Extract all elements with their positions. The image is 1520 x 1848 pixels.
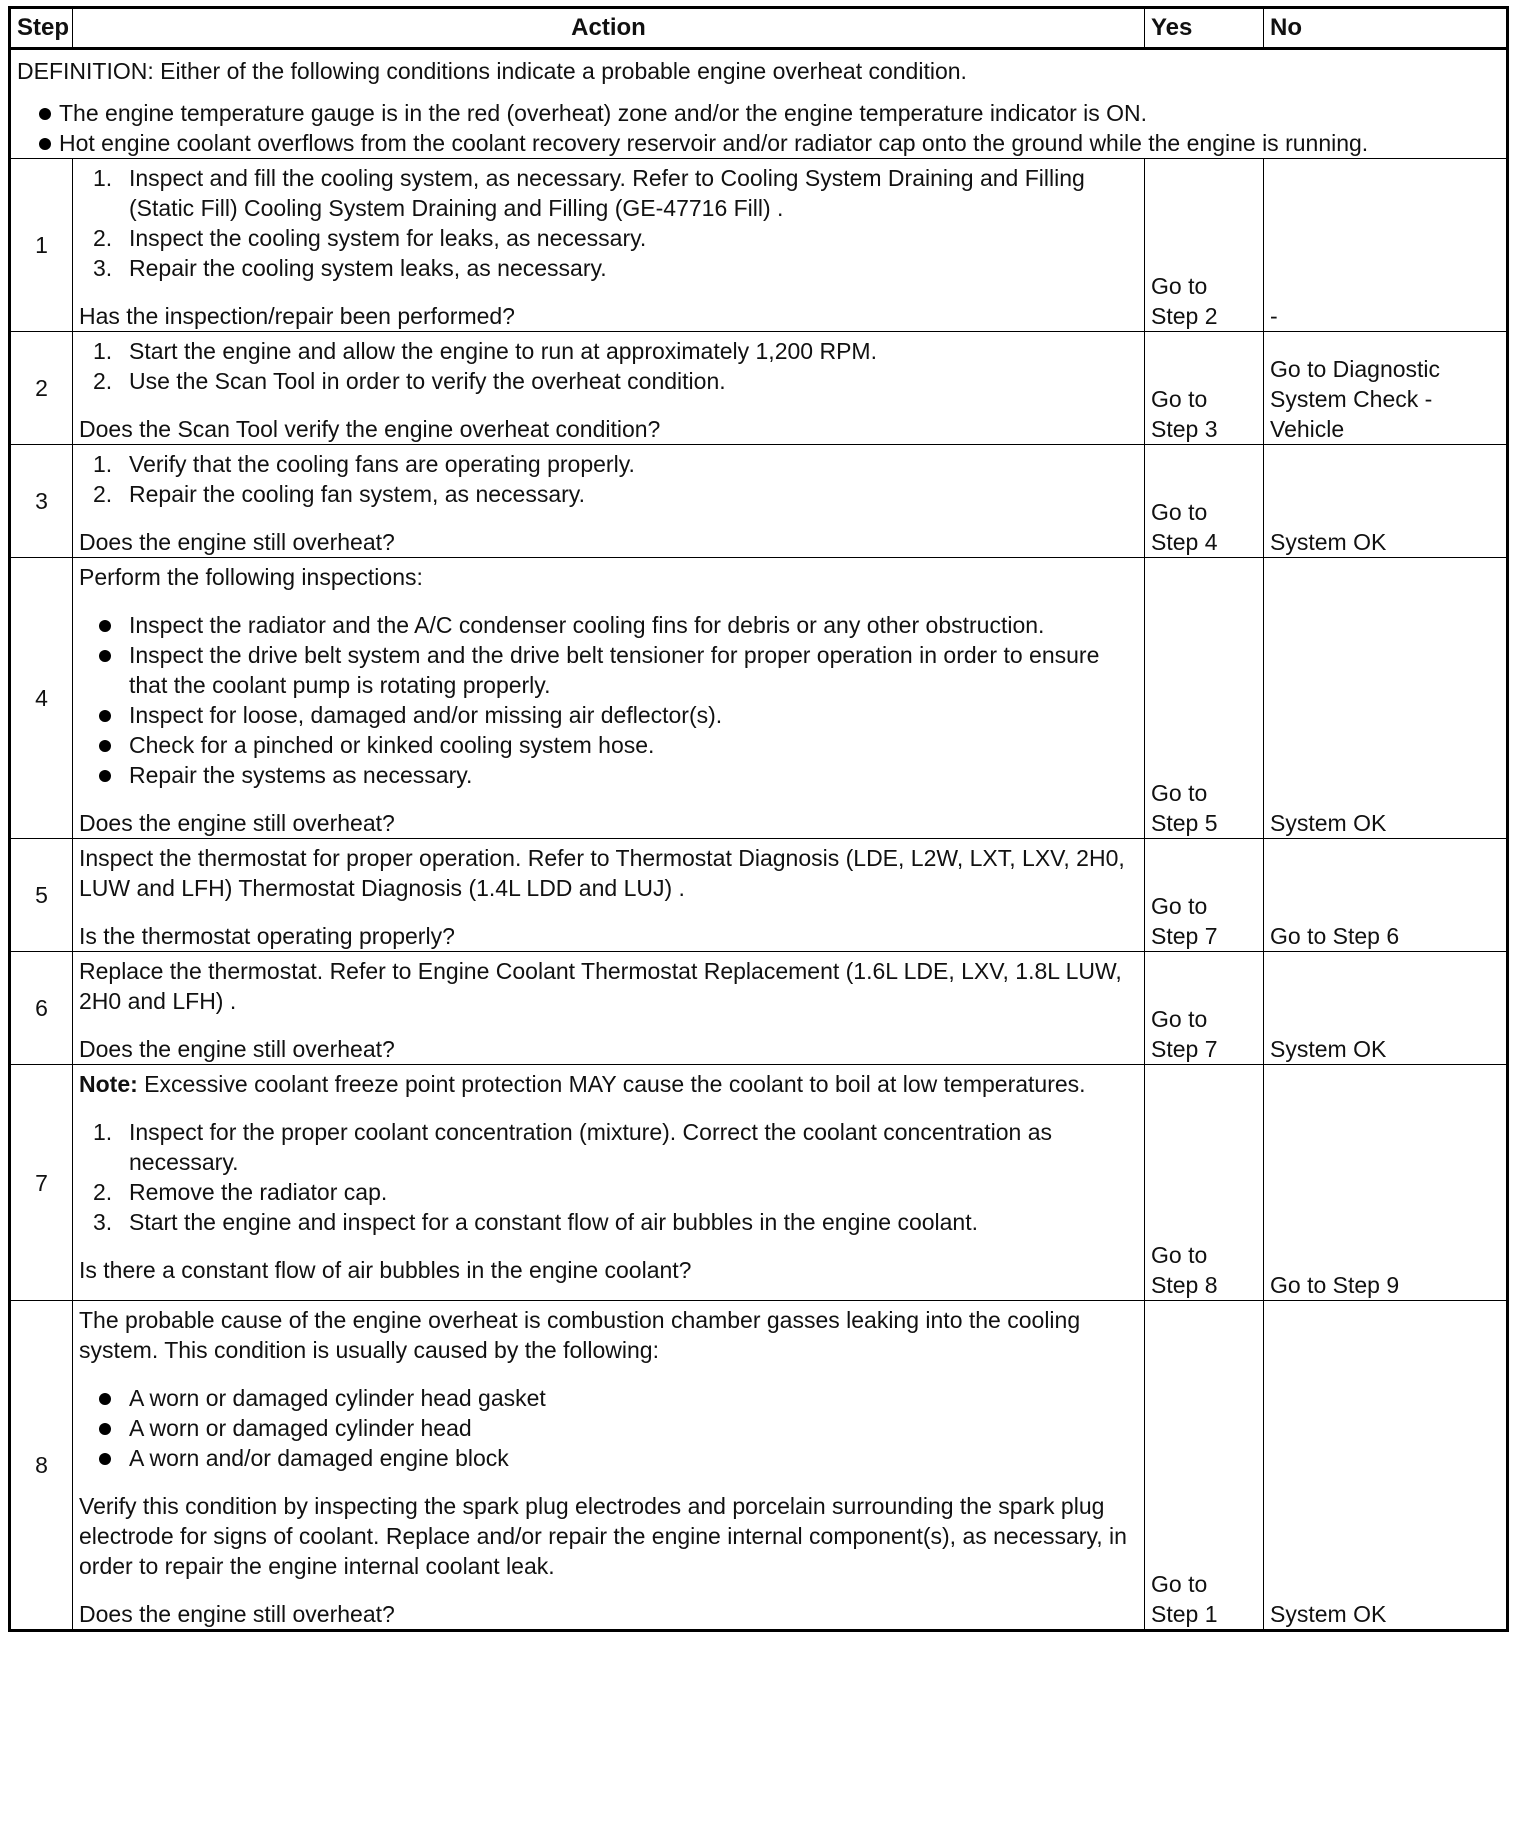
bullet-icon [39,108,51,120]
step-list [79,163,1138,283]
no-cell: Go to Step 9 [1264,1065,1508,1301]
no-cell: System OK [1264,1301,1508,1631]
step-question: Is there a constant flow of air bubbles in the engine coolant? [79,1257,692,1283]
yes-cell: Go to Step 7 [1145,952,1264,1065]
yes-cell: Go to Step 4 [1145,445,1264,558]
list-item: Inspect for loose, damaged and/or missing air deflector(s). [79,700,1138,730]
no-cell: System OK [1264,445,1508,558]
header-row [10,8,1508,49]
step-question: Does the Scan Tool verify the engine overheat condition? [79,416,661,442]
yes-cell: Go to Step 5 [1145,558,1264,839]
list-item: 1. Inspect for the proper coolant concentration (mixture). Correct the coolant concentration as necessary. [93,1119,1053,1175]
list-item: 2. Repair the cooling fan system, as necessary. [93,481,585,507]
note-text: Excessive coolant freeze point protection MAY cause the coolant to boil at low temperatures. [137,1071,1086,1097]
bullet-icon [99,1423,111,1435]
yes-cell: Go to Step 3 [1145,332,1264,445]
step-row-3 [10,445,1508,558]
definition-cell [10,49,1508,159]
bullet-icon [39,138,51,150]
step-number: 3 [10,445,73,558]
step-bullets [79,1383,1138,1473]
step-action [73,159,1145,332]
step-row-5 [10,839,1508,952]
step-list [79,336,1138,396]
step-bullets [79,610,1138,790]
list-item: 1. Verify that the cooling fans are operating properly. [93,451,635,477]
step-question: Does the engine still overheat? [79,1601,395,1627]
step-question: Does the engine still overheat? [79,529,395,555]
list-item: 2. Use the Scan Tool in order to verify the overheat condition. [93,368,726,394]
step-number: 6 [10,952,73,1065]
definition-row [10,49,1508,159]
step-question: Does the engine still overheat? [79,810,395,836]
step-row-2 [10,332,1508,445]
header-action: Action [73,8,1145,49]
step-question: Is the thermostat operating properly? [79,923,455,949]
no-cell: System OK [1264,558,1508,839]
no-cell: System OK [1264,952,1508,1065]
diagnostic-table [8,6,1509,1632]
step-action [73,1065,1145,1301]
step-action [73,558,1145,839]
list-item: 3. Repair the cooling system leaks, as necessary. [93,255,607,281]
step-number: 4 [10,558,73,839]
step-question: Has the inspection/repair been performed? [79,303,515,329]
header-yes: Yes [1145,8,1264,49]
bullet-icon [99,650,111,662]
step-row-4 [10,558,1508,839]
definition-bullets [17,98,1500,158]
step-text: Inspect the thermostat for proper operation. Refer to Thermostat Diagnosis (LDE, L2W, LXT, LXV, 2H0, LUW and LFH) Thermostat Diagnosis (1.4L LDD and LUJ) . [79,845,1125,901]
step-list [79,1117,1138,1237]
step-list [79,449,1138,509]
definition-text: DEFINITION: Either of the following conditions indicate a probable engine overheat condition. [17,58,967,84]
step-note [79,1069,1138,1099]
step-action [73,1301,1145,1631]
bullet-icon [99,1393,111,1405]
step-text: Replace the thermostat. Refer to Engine Coolant Thermostat Replacement (1.6L LDE, LXV, 1.8L LUW, 2H0 and LFH) . [79,958,1122,1014]
step-action [73,952,1145,1065]
bullet-icon [99,710,111,722]
step-action [73,332,1145,445]
bullet-icon [99,770,111,782]
step-outro: Verify this condition by inspecting the spark plug electrodes and porcelain surrounding the spark plug electrode for signs of coolant. Replace and/or repair the engine internal component(s), as necessary, in order to repair the engine internal coolant leak. [79,1493,1127,1579]
yes-cell: Go to Step 2 [1145,159,1264,332]
list-item: Check for a pinched or kinked cooling system hose. [79,730,1138,760]
note-label: Note: [79,1071,138,1097]
step-number: 1 [10,159,73,332]
list-item: 3. Start the engine and inspect for a constant flow of air bubbles in the engine coolant. [93,1209,979,1235]
list-item: 1. Start the engine and allow the engine to run at approximately 1,200 RPM. [93,338,877,364]
step-question: Does the engine still overheat? [79,1036,395,1062]
definition-bullet: The engine temperature gauge is in the red (overheat) zone and/or the engine temperature indicator is ON. [17,98,1500,128]
step-intro: Perform the following inspections: [79,564,423,590]
step-row-6 [10,952,1508,1065]
step-number: 2 [10,332,73,445]
step-number: 8 [10,1301,73,1631]
step-row-7 [10,1065,1508,1301]
list-item: Repair the systems as necessary. [79,760,1138,790]
step-action [73,839,1145,952]
list-item: Inspect the drive belt system and the drive belt tensioner for proper operation in order to ensure that the coolant pump is rotating properly. [79,640,1138,700]
step-action [73,445,1145,558]
list-item: A worn or damaged cylinder head gasket [79,1383,1138,1413]
definition-bullet: Hot engine coolant overflows from the coolant recovery reservoir and/or radiator cap onto the ground while the engine is running. [17,128,1500,158]
list-item: A worn and/or damaged engine block [79,1443,1138,1473]
step-number: 5 [10,839,73,952]
list-item: A worn or damaged cylinder head [79,1413,1138,1443]
list-item: Inspect the radiator and the A/C condenser cooling fins for debris or any other obstruction. [79,610,1138,640]
list-item: 2. Inspect the cooling system for leaks, as necessary. [93,225,647,251]
list-item: 1. Inspect and fill the cooling system, as necessary. Refer to Cooling System Draining and Filling (Static Fill) Cooling System Draining and Filling (GE-47716 Fill) . [93,165,1085,221]
bullet-icon [99,620,111,632]
bullet-icon [99,1453,111,1465]
yes-cell: Go to Step 8 [1145,1065,1264,1301]
header-no: No [1264,8,1508,49]
header-step: Step [10,8,73,49]
step-row-1 [10,159,1508,332]
bullet-icon [99,740,111,752]
yes-cell: Go to Step 7 [1145,839,1264,952]
yes-cell: Go to Step 1 [1145,1301,1264,1631]
step-number: 7 [10,1065,73,1301]
no-cell: - [1264,159,1508,332]
step-intro: The probable cause of the engine overheat is combustion chamber gasses leaking into the cooling system. This condition is usually caused by the following: [79,1307,1081,1363]
step-row-8 [10,1301,1508,1631]
list-item: 2. Remove the radiator cap. [93,1179,388,1205]
no-cell: Go to Step 6 [1264,839,1508,952]
no-cell: Go to Diagnostic System Check - Vehicle [1264,332,1508,445]
